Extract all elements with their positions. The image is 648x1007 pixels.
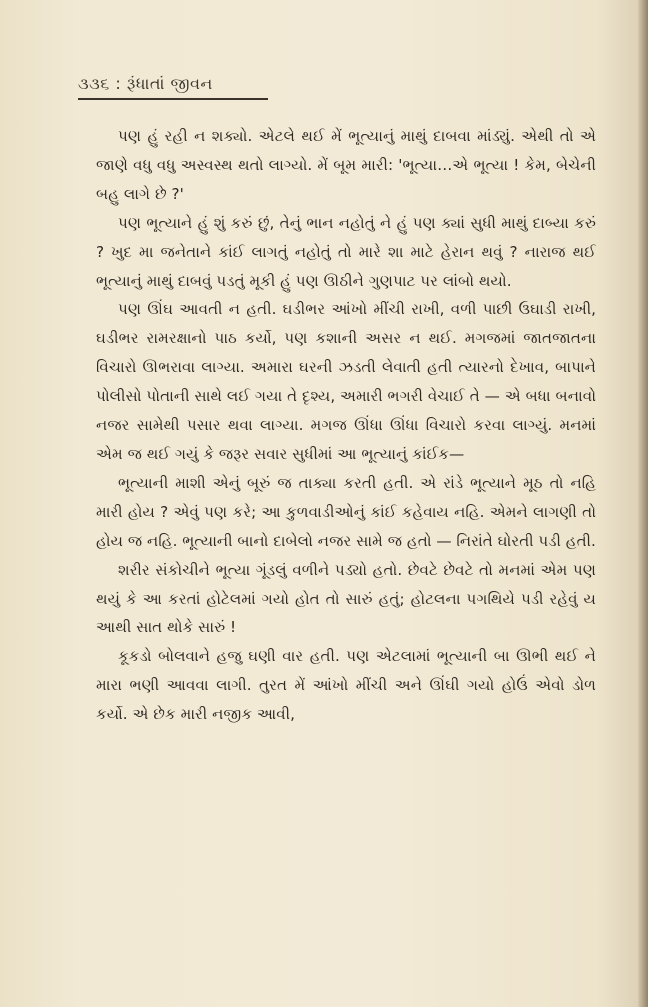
running-header bbox=[78, 74, 268, 100]
body-text bbox=[96, 122, 596, 729]
header-underline bbox=[78, 98, 268, 100]
paragraph: શરીર સંકોચીને ભૂત્યા ગૂંડલું વળીને પડ્યો હતો. છેવટે છેવટે તો મનમાં એમ પણ થયું કે આ કરતાં હોટેલમાં ગયો હોત તો સારું હતું; હોટલના પગથિયે પડી રહેવું ય આથી સાત થોકે સારું ! bbox=[96, 560, 596, 637]
page-spine-shadow bbox=[638, 0, 648, 1007]
header-separator: : bbox=[109, 74, 127, 93]
book-title: રૂંધાતાં જીવન bbox=[126, 74, 213, 93]
paragraph: પણ હું રહી ન શક્યો. એટલે થઈ મેં ભૂત્યાનું માથું દાબવા માંડ્યું. એથી તો એ જાણે વધુ વધુ અસ્વસ્થ થતો લાગ્યો. મેં બૂમ મારી: 'ભૂત્યા…એ ભૂત્યા ! કેમ, બેચેની બહુ લાગે છે ?' bbox=[96, 127, 596, 203]
paragraph: પણ ભૂત્યાને હું શું કરું છું, તેનું ભાન નહોતું ને હું પણ ક્યાં સુધી માથું દાબ્યા કરું ? ખુદ મા જનેતાને કાંઈ લાગતું નહોતું તો મારે શા માટે હેરાન થવું ? નારાજ થઈ ભૂત્યાનું માથું દાબવું પડતું મૂકી હું પણ ઊઠીને ગુણપાટ પર લાંબો થયો. bbox=[96, 213, 596, 290]
paragraph: પણ ઊંઘ આવતી ન હતી. ઘડીભર આંખો મીંચી રાખી, વળી પાછી ઉઘાડી રાખી, ઘડીભર રામરક્ષાનો પાઠ કર્યો, પણ કશાની અસર ન થઈ. મગજમાં જાતજાતના વિચારો ઊભરાવા લાગ્યા. અમારા ઘરની ઝડતી લેવાતી હતી ત્યારનો દેખાવ, બાપાને પોલીસો પોતાની સાથે લઈ ગયા તે દૃશ્ય, અમારી ભગરી વેચાઈ તે — એ બધા બનાવો નજર સામેથી પસાર થવા લાગ્યા. મગજ ઊંધા ઊંધા વિચારો કરવા લાગ્યું. મનમાં એમ જ થઈ ગયું કે જરૂર સવાર સુધીમાં આ ભૂત્યાનું કાંઈક— bbox=[96, 300, 596, 463]
paragraph: કૂકડો બોલવાને હજુ ઘણી વાર હતી. પણ એટલામાં ભૂત્યાની બા ઊભી થઈ ને મારા ભણી આવવા લાગી. તુરત મેં આંખો મીંચી અને ઊંઘી ગયો હોઉં એવો ડોળ કર્યો. એ છેક મારી નજીક આવી, bbox=[96, 647, 596, 724]
paragraph: ભૂત્યાની માશી એનું બૂરું જ તાક્યા કરતી હતી. એ રાંડે ભૂત્યાને મૂઠ તો નહિ મારી હોય ? એવું પણ કરે; આ કુળવાડીઓનું કાંઈ કહેવાય નહિ. એમને લાગણી તો હોય જ નહિ. ભૂત્યાની બાનો દાબેલો નજર સામે જ હતો — નિરાંતે ઘોરતી પડી હતી. bbox=[96, 473, 596, 550]
page-number: ૩૩૬ bbox=[78, 74, 110, 93]
